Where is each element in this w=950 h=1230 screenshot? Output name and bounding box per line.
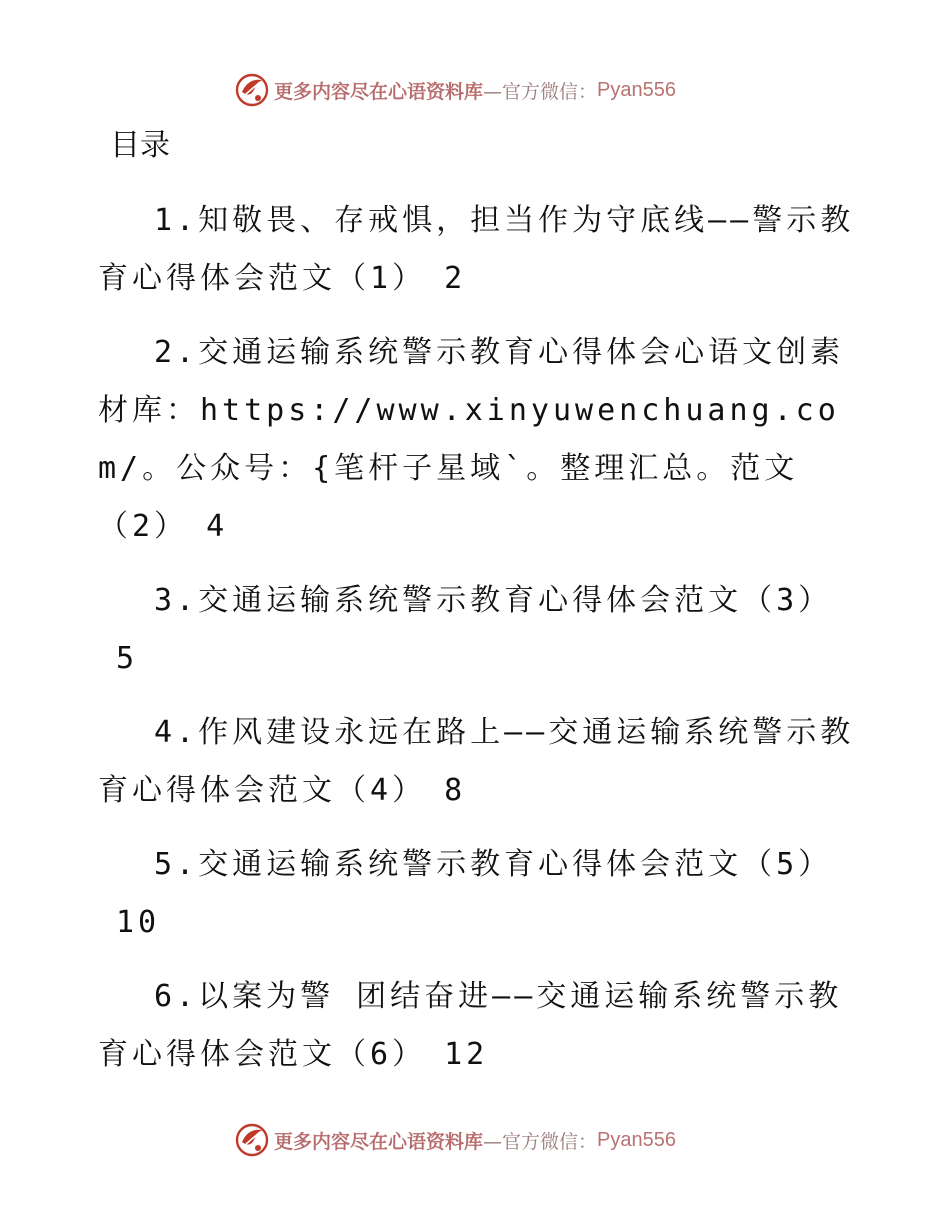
banner-wechat-id: Pyan556 bbox=[597, 78, 676, 101]
toc-entry-page: 8 bbox=[444, 773, 467, 808]
toc-entry-page: 4 bbox=[206, 509, 229, 544]
banner-main-text: 更多内容尽在心语资料库 bbox=[274, 80, 484, 103]
toc-entry-title: 5.交通运输系统警示教育心得体会范文（5） bbox=[154, 847, 833, 882]
toc-entry-title: 2.交通运输系统警示教育心得体会心语文创素材库：https://www.xinyuwenchuang.com/。公众号：{笔杆子星域`。整理汇总。范文（2） bbox=[98, 335, 845, 544]
toc-entry-title: 4.作风建设永远在路上——交通运输系统警示教育心得体会范文（4） bbox=[98, 715, 855, 808]
toc-entry-page: 12 bbox=[444, 1037, 489, 1072]
toc-entry-title: 3.交通运输系统警示教育心得体会范文（3） bbox=[154, 583, 833, 618]
toc-entry[interactable] bbox=[98, 968, 858, 1084]
banner-main-text: 更多内容尽在心语资料库 bbox=[274, 1130, 484, 1153]
toc-entry-page: 2 bbox=[444, 261, 467, 296]
toc-heading: 目录 bbox=[110, 128, 170, 163]
toc-entry-page: 10 bbox=[116, 905, 161, 940]
toc-entry[interactable] bbox=[98, 836, 858, 952]
toc-list bbox=[98, 192, 858, 1100]
pen-nib-logo-icon bbox=[234, 72, 270, 108]
toc-entry-page: 5 bbox=[116, 641, 139, 676]
footer-banner bbox=[234, 1120, 676, 1160]
pen-nib-logo-icon bbox=[234, 1122, 270, 1158]
banner-wechat-id: Pyan556 bbox=[597, 1128, 676, 1151]
toc-entry[interactable] bbox=[98, 192, 858, 308]
toc-entry[interactable] bbox=[98, 704, 858, 820]
toc-entry[interactable] bbox=[98, 572, 858, 688]
toc-entry[interactable] bbox=[98, 324, 858, 556]
header-banner bbox=[234, 70, 676, 110]
toc-entry-title: 1.知敬畏、存戒惧，担当作为守底线——警示教育心得体会范文（1） bbox=[98, 203, 855, 296]
banner-wechat-label: —官方微信： bbox=[483, 1130, 598, 1153]
banner-wechat-label: —官方微信： bbox=[483, 80, 598, 103]
toc-entry-title: 6.以案为警 团结奋进——交通运输系统警示教育心得体会范文（6） bbox=[98, 979, 843, 1072]
